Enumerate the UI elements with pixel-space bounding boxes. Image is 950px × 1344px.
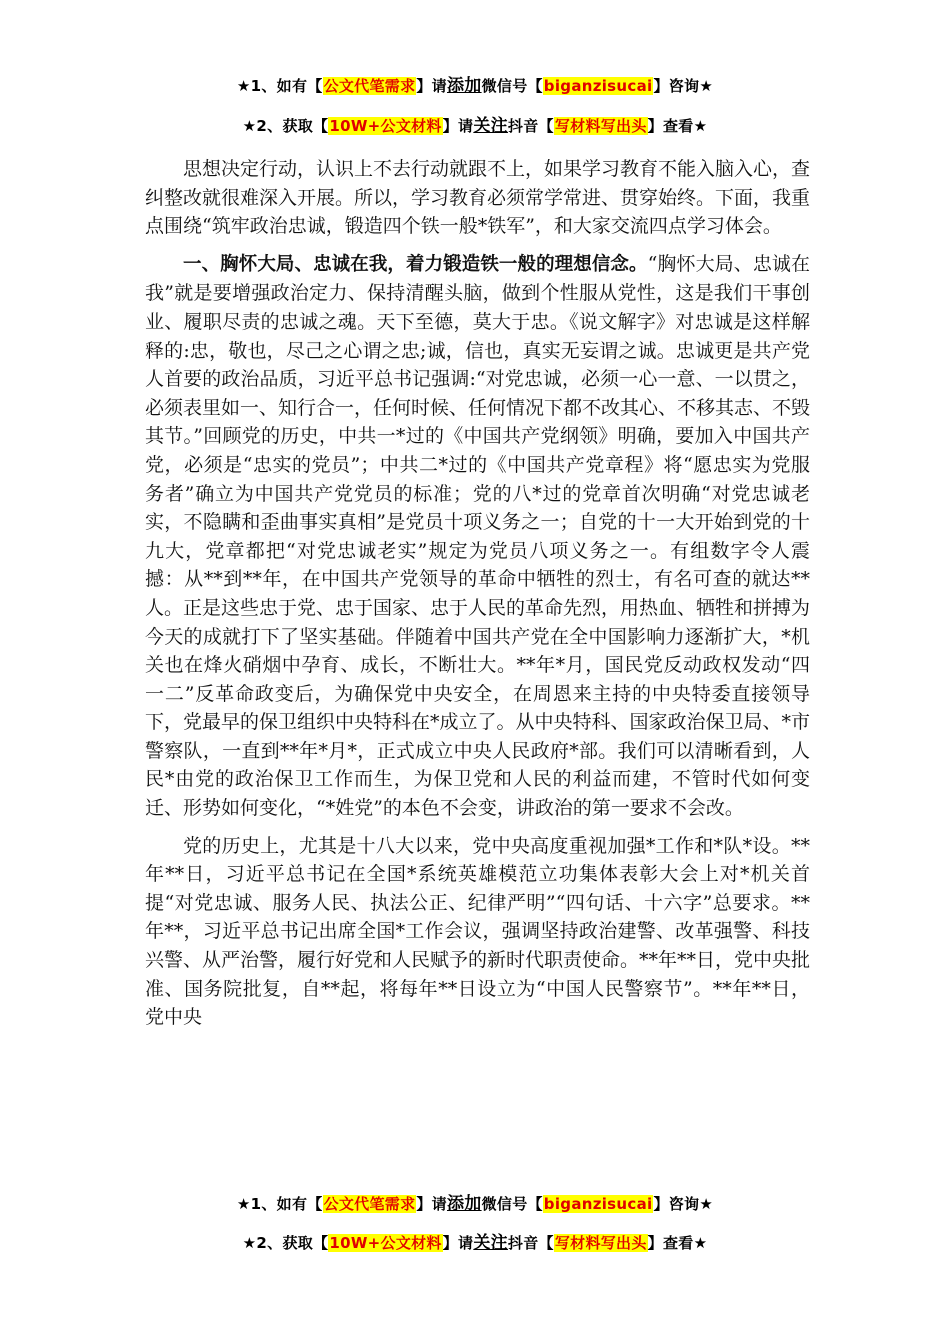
banner-highlight: biganzisucai <box>543 77 653 95</box>
banner-highlight: 写材料写出头 <box>554 117 647 135</box>
banner-text: 】请 <box>442 1234 474 1252</box>
banner-highlight: 公文代笔需求 <box>323 77 416 95</box>
banner-underlined: 关注 <box>473 1233 508 1253</box>
banner-prefix: ★2、获取【 <box>242 1234 329 1252</box>
banner-highlight: 公文代笔需求 <box>323 1195 416 1213</box>
banner-text: 抖音【 <box>507 1234 554 1252</box>
banner-text: 微信号【 <box>481 1195 543 1213</box>
paragraph-section-one <box>145 250 810 823</box>
promo-banner-bottom-2 <box>0 1228 950 1253</box>
section-heading: 一、胸怀大局、忠诚在我，着力锻造铁一般的理想信念。 <box>183 253 648 275</box>
paragraph-history: 党的历史上，尤其是十八大以来，党中央高度重视加强*工作和*队*设。**年**日，习近平总书记在全国*系统英雄模范立功集体表彰大会上对*机关首提“对党忠诚、服务人民、执法公正、纪律严明”“四句话、十六字”总要求。**年**，习近平总书记出席全国*工作会议，强调坚持政治建警、改革强警、科技兴警、从严治警，履行好党和人民赋予的新时代职责使命。**年**日，党中央批准、国务院批复，自**起，将每年**日设立为“中国人民警察节”。**年**日，党中央 <box>145 834 811 1029</box>
banner-underlined: 关注 <box>473 116 508 136</box>
banner-text: 】请 <box>416 77 447 95</box>
document-body <box>145 155 810 1041</box>
banner-prefix: ★2、获取【 <box>242 117 329 135</box>
promo-banner-top-1 <box>0 71 950 96</box>
banner-prefix: ★1、如有【 <box>236 77 323 95</box>
promo-banner-top-2 <box>0 111 950 136</box>
banner-underlined: 添加 <box>446 1194 482 1214</box>
banner-text: 】请 <box>416 1195 447 1213</box>
banner-suffix: 】咨询★ <box>653 77 714 95</box>
banner-highlight: 10W+公文材料 <box>329 1234 442 1252</box>
banner-highlight: biganzisucai <box>543 1195 653 1213</box>
promo-banner-bottom-1 <box>0 1189 950 1214</box>
banner-suffix: 】查看★ <box>647 117 708 135</box>
banner-prefix: ★1、如有【 <box>236 1195 323 1213</box>
banner-highlight: 写材料写出头 <box>554 1234 647 1252</box>
banner-highlight: 10W+公文材料 <box>329 117 442 135</box>
banner-suffix: 】咨询★ <box>653 1195 714 1213</box>
banner-text: 抖音【 <box>507 117 554 135</box>
banner-suffix: 】查看★ <box>647 1234 708 1252</box>
banner-text: 】请 <box>442 117 474 135</box>
banner-text: 微信号【 <box>481 77 543 95</box>
paragraph-intro: 思想决定行动，认识上不去行动就跟不上，如果学习教育不能入脑入心，查纠整改就很难深入开展。所以，学习教育必须常学常进、贯穿始终。下面，我重点围绕“筑牢政治忠诚，锻造四个铁一般*铁军”，和大家交流四点学习体会。 <box>145 158 811 238</box>
banner-underlined: 添加 <box>446 76 482 96</box>
section-body: “胸怀大局、忠诚在我”就是要增强政治定力、保持清醒头脑，做到个性服从党性，这是我们干事创业、履职尽责的忠诚之魂。天下至德，莫大于忠。《说文解字》对忠诚是这样解释的:忠，敬也，尽己之心谓之忠;诚，信也，真实无妄谓之诚。忠诚更是共产党人首要的政治品质，习近平总书记强调:“对党忠诚，必须一心一意、一以贯之，必须表里如一、知行合一，任何时候、任何情况下都不改其心、不移其志、不毁其节。”回顾党的历史，中共一*过的《中国共产党纲领》明确，要加入中国共产党，必须是“忠实的党员”；中共二*过的《中国共产党章程》将“愿忠实为党服务者”确立为中国共产党党员的标准；党的八*过的党章首次明确“对党忠诚老实，不隐瞒和歪曲事实真相”是党员十项义务之一；自党的十一大开始到党的十九大，党章都把“对党忠诚老实”规定为党员八项义务之一。有组数字令人震撼：从**到**年，在中国共产党领导的革命中牺牲的烈士，有名可查的就达**人。正是这些忠于党、忠于国家、忠于人民的革命先烈，用热血、牺牲和拼搏为今天的成就打下了坚实基础。伴随着中国共产党在全中国影响力逐渐扩大，*机关也在烽火硝烟中孕育、成长，不断壮大。**年*月，国民党反动政权发动“四一二”反革命政变后，为确保党中央安全，在周恩来主持的中央特委直接领导下，党最早的保卫组织中央特科在*成立了。从中央特科、国家政治保卫局、*市警察队，一直到**年*月*，正式成立中央人民政府*部。我们可以清晰看到，人民*由党的政治保卫工作而生，为保卫党和人民的利益而建，不管时代如何变迁、形势如何变化，“*姓党”的本色不会变，讲政治的第一要求不会改。 <box>145 252 811 820</box>
